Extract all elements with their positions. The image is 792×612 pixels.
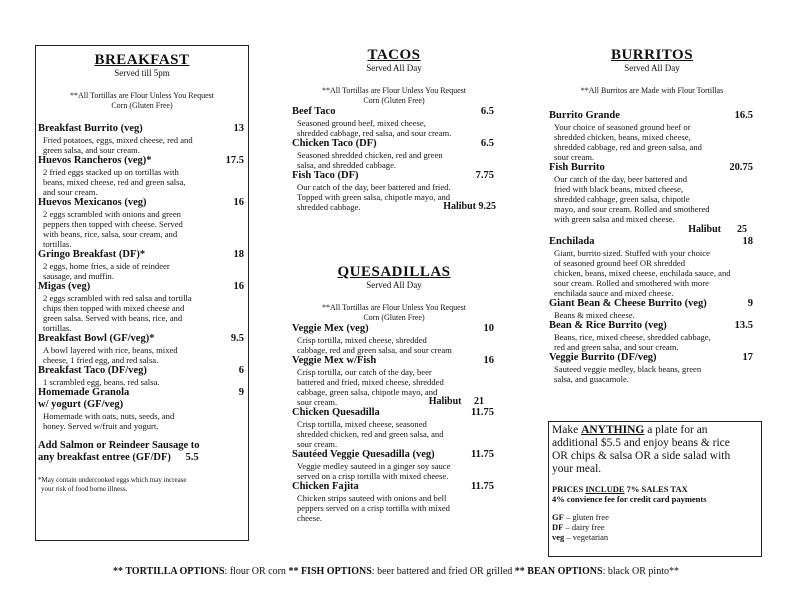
section-title: TACOS bbox=[367, 47, 421, 63]
item-price: 17 bbox=[742, 352, 753, 363]
item-description: shredded cabbage, red salsa, and sour cream. bbox=[297, 128, 452, 138]
item-description: tortillas. bbox=[43, 239, 72, 249]
item-name: Gringo Breakfast (DF)* bbox=[38, 249, 146, 260]
item-description: served on a crisp tortilla with mixed cheese. bbox=[297, 471, 449, 481]
item-description: with beans, rice, salsa, sour cream, and bbox=[43, 229, 178, 239]
legend-text: – gluten free bbox=[563, 512, 609, 522]
item-name: Bean & Rice Burrito (veg) bbox=[549, 320, 667, 331]
footer-text: : beer battered and fried OR grilled bbox=[371, 566, 515, 577]
tortilla-note: Corn (Gluten Free) bbox=[363, 96, 425, 105]
item-price: 18 bbox=[742, 236, 753, 247]
item-price: 11.75 bbox=[470, 481, 494, 492]
tax-include: INCLUDE bbox=[585, 484, 625, 494]
item-description: honey. Served w/fruit and yogurt. bbox=[43, 421, 159, 431]
item-name: Giant Bean & Cheese Burrito (veg) bbox=[549, 298, 707, 309]
menu-item bbox=[292, 106, 496, 118]
tax-text: PRICES bbox=[552, 484, 584, 494]
item-name: Fish Burrito bbox=[549, 162, 605, 173]
item-description: 2 fried eggs stacked up on tortillas with bbox=[43, 167, 179, 177]
item-name: Enchilada bbox=[549, 236, 595, 247]
item-description: 2 eggs scrambled with red salsa and tortilla bbox=[43, 293, 192, 303]
halibut-label: Halibut bbox=[688, 224, 721, 235]
item-price: 16.5 bbox=[734, 110, 753, 121]
item-description bbox=[292, 202, 496, 212]
halibut-value: 9.25 bbox=[478, 201, 496, 212]
item-description: tortillas. bbox=[43, 323, 72, 333]
tacos-section bbox=[292, 47, 496, 212]
item-description: Chicken strips sauteed with onions and bell bbox=[297, 493, 447, 503]
taco-items bbox=[292, 106, 496, 202]
item-description: battered and fried, mixed cheese, shredded bbox=[297, 377, 444, 387]
item-description: fried with black beans, mixed cheese, bbox=[554, 184, 684, 194]
item-description: 2 eggs scrambled with onions and green bbox=[43, 209, 181, 219]
item-price: 16 bbox=[233, 281, 244, 292]
legend-text: – dairy free bbox=[563, 522, 605, 532]
footnote: your risk of food borne illness. bbox=[41, 485, 128, 493]
item-name: Migas (veg) bbox=[38, 281, 91, 292]
item-description: Crisp tortilla, mixed cheese, shredded bbox=[297, 335, 427, 345]
menu-item bbox=[549, 352, 755, 364]
item-description: salsa, and guacamole. bbox=[554, 374, 629, 384]
addon-line bbox=[38, 452, 246, 464]
plate-make: Make bbox=[552, 424, 579, 436]
tortilla-note: **All Tortillas are Flour Unless You Request bbox=[70, 91, 214, 100]
item-description: A bowl layered with rice, beans, mixed bbox=[43, 345, 178, 355]
plate-offer: additional $5.5 and enjoy beans & rice bbox=[552, 437, 730, 449]
burrito-items-more bbox=[549, 236, 755, 384]
legend-row bbox=[552, 522, 758, 532]
item-price: 17.5 bbox=[225, 155, 244, 166]
plate-offer: OR chips & salsa OR a side salad with bbox=[552, 450, 731, 462]
item-description: beans, mixed cheese, red and green salsa, bbox=[43, 177, 186, 187]
quesadilla-items bbox=[292, 323, 496, 397]
menu-item bbox=[38, 281, 246, 293]
item-description: Fried potatoes, eggs, mixed cheese, red and bbox=[43, 135, 193, 145]
breakfast-items bbox=[38, 123, 246, 411]
item-name: Veggie Mex (veg) bbox=[292, 323, 369, 334]
item-name: Chicken Quesadilla bbox=[292, 407, 380, 418]
menu-item bbox=[292, 449, 496, 461]
legend-row bbox=[552, 512, 758, 522]
tortilla-note: Corn (Gluten Free) bbox=[363, 313, 425, 322]
item-price: 13 bbox=[233, 123, 244, 134]
item-description: enchilada sauce and mixed cheese. bbox=[554, 288, 674, 298]
section-title: BREAKFAST bbox=[94, 52, 190, 68]
item-name: Veggie Burrito (DF/veg) bbox=[549, 352, 657, 363]
item-description: 1 scrambled egg, beans, red salsa. bbox=[43, 377, 160, 387]
plate-rest: a plate for an bbox=[647, 424, 708, 436]
item-price: 9.5 bbox=[230, 333, 244, 344]
item-price: 20.75 bbox=[729, 162, 753, 173]
tortilla-note: Corn (Gluten Free) bbox=[111, 101, 173, 110]
legend-row bbox=[552, 532, 758, 542]
item-name: Homemade Granola bbox=[38, 387, 130, 398]
item-price: 6.5 bbox=[480, 138, 494, 149]
item-description: Topped with green salsa, chipotle mayo, and bbox=[297, 192, 451, 202]
halibut-price bbox=[549, 224, 755, 236]
section-subtitle: Served till 5pm bbox=[114, 68, 170, 78]
section-subtitle: Served All Day bbox=[366, 280, 422, 290]
item-price: 10 bbox=[483, 323, 494, 334]
item-name: Burrito Grande bbox=[549, 110, 620, 121]
item-description: Homemade with oats, nuts, seeds, and bbox=[43, 411, 175, 421]
item-description: green salsa, and sour cream. bbox=[43, 145, 140, 155]
footer-text: : flour OR corn bbox=[224, 566, 289, 577]
item-description: peppers served on a crisp tortilla with mixed bbox=[297, 503, 450, 513]
item-description: Crisp tortilla, mixed cheese, seasoned bbox=[297, 419, 427, 429]
halibut-price bbox=[429, 397, 484, 407]
item-price: 16 bbox=[483, 355, 494, 366]
item-price: 6.5 bbox=[480, 106, 494, 117]
item-price: 13.5 bbox=[734, 320, 753, 331]
footer-text: : black OR pinto** bbox=[602, 566, 679, 577]
item-name: Sautéed Veggie Quesadilla (veg) bbox=[292, 449, 435, 460]
desc-text: sour cream. bbox=[297, 397, 338, 407]
item-name: Chicken Taco (DF) bbox=[292, 138, 377, 149]
halibut-value: 21 bbox=[474, 396, 484, 407]
item-description: mayo, and sour cream. Rolled and smothered bbox=[554, 204, 710, 214]
menu-item bbox=[38, 387, 246, 399]
legend-code: veg bbox=[552, 532, 565, 542]
menu-item bbox=[38, 123, 246, 135]
item-description: cheese. bbox=[297, 513, 323, 523]
item-description: red and green salsa, and sour cream. bbox=[554, 342, 679, 352]
item-description: shredded cabbage, green salsa, chipotle bbox=[554, 194, 690, 204]
desc-text: shredded cabbage. bbox=[297, 202, 361, 212]
section-title: BURRITOS bbox=[610, 47, 694, 63]
item-description: shredded cabbage, red and green salsa, and bbox=[554, 142, 702, 152]
item-description: peppers then topped with cheese. Served bbox=[43, 219, 183, 229]
item-description: Sauteed veggie medley, black beans, green bbox=[554, 364, 702, 374]
item-price: 6 bbox=[238, 365, 244, 376]
item-description: Veggie medley sauteed in a ginger soy sauce bbox=[297, 461, 451, 471]
item-description: sour cream. bbox=[297, 439, 338, 449]
section-subtitle: Served All Day bbox=[624, 63, 680, 73]
item-description: chicken, beans, mixed cheese, enchilada sauce, and bbox=[554, 268, 731, 278]
sales-tax-note bbox=[552, 484, 758, 494]
menu-item bbox=[38, 249, 246, 261]
item-description: shredded chicken, red and green salsa, and bbox=[297, 429, 444, 439]
menu-item bbox=[38, 155, 246, 167]
plate-offer: your meal. bbox=[552, 463, 602, 475]
item-name: Breakfast Bowl (GF/veg)* bbox=[38, 333, 155, 344]
legend-code: DF bbox=[552, 522, 564, 532]
addon-text: any breakfast entree (GF/DF) bbox=[38, 452, 171, 463]
diet-legend bbox=[552, 512, 758, 542]
item-description: cheese, 1 fried egg, and red salsa. bbox=[43, 355, 159, 365]
addon-price: 5.5 bbox=[185, 452, 199, 463]
halibut-price bbox=[443, 202, 496, 212]
item-description: Beans & mixed cheese. bbox=[554, 310, 635, 320]
item-description: Giant, burrito sized. Stuffed with your choice bbox=[554, 248, 710, 258]
item-price: 7.75 bbox=[475, 170, 494, 181]
menu-item bbox=[292, 407, 496, 419]
addon-line: Add Salmon or Reindeer Sausage to bbox=[38, 440, 200, 451]
menu-item bbox=[292, 170, 496, 182]
tortilla-note: **All Tortillas are Flour Unless You Request bbox=[322, 86, 466, 95]
item-description: with green salsa and mixed cheese. bbox=[554, 214, 675, 224]
item-description: shredded chicken, beans, mixed cheese, bbox=[554, 132, 691, 142]
menu-item bbox=[549, 298, 755, 310]
item-price: 11.75 bbox=[470, 449, 494, 460]
menu-item bbox=[549, 320, 755, 332]
halibut-label: Halibut bbox=[443, 201, 476, 212]
halibut-value: 25 bbox=[737, 224, 747, 235]
item-price: 9 bbox=[238, 387, 244, 398]
burrito-items bbox=[549, 110, 755, 224]
menu-item bbox=[38, 197, 246, 209]
item-description: Our catch of the day, beer battered and bbox=[554, 174, 688, 184]
item-name: Breakfast Taco (DF/veg) bbox=[38, 365, 147, 376]
item-name: Fish Taco (DF) bbox=[292, 170, 359, 181]
item-description: 2 eggs, home fries, a side of reindeer bbox=[43, 261, 170, 271]
item-price: 11.75 bbox=[470, 407, 494, 418]
item-description: salsa, and shredded cabbage. bbox=[297, 160, 397, 170]
menu-item bbox=[292, 355, 496, 367]
tortilla-note: **All Tortillas are Flour Unless You Request bbox=[322, 303, 466, 312]
card-fee-note: 4% convience fee for credit card payments bbox=[552, 494, 707, 504]
tax-text: 7% SALES TAX bbox=[626, 484, 688, 494]
menu-item bbox=[292, 323, 496, 335]
menu-item bbox=[38, 333, 246, 345]
item-name: Chicken Fajita bbox=[292, 481, 359, 492]
quesadilla-items-more bbox=[292, 407, 496, 523]
legend-code: GF bbox=[552, 512, 564, 522]
item-name: Beef Taco bbox=[292, 106, 336, 117]
item-description: sour cream. Rolled and smothered with more bbox=[554, 278, 709, 288]
section-subtitle: Served All Day bbox=[366, 63, 422, 73]
item-name: Breakfast Burrito (veg) bbox=[38, 123, 143, 134]
burritos-section bbox=[549, 47, 755, 384]
item-description: Seasoned ground beef, mixed cheese, bbox=[297, 118, 426, 128]
item-name: Huevos Mexicanos (veg) bbox=[38, 197, 147, 208]
footer-label: ** BEAN OPTIONS bbox=[514, 566, 603, 577]
item-description: Crisp tortilla, our catch of the day, beer bbox=[297, 367, 432, 377]
legend-text: – vegetarian bbox=[564, 532, 609, 542]
plate-offer bbox=[552, 424, 758, 437]
menu-item bbox=[292, 481, 496, 493]
item-description: Your choice of seasoned ground beef or bbox=[554, 122, 691, 132]
footnote: *May contain undercooked eggs which may increase bbox=[38, 476, 187, 484]
tortilla-note: **All Burritos are Made with Flour Tortillas bbox=[580, 86, 724, 95]
item-description: sausage, and muffin. bbox=[43, 271, 114, 281]
item-description: Our catch of the day, beer battered and fried. bbox=[297, 182, 451, 192]
halibut-label: Halibut bbox=[428, 396, 462, 407]
item-description: chips then topped with mixed cheese and bbox=[43, 303, 185, 313]
item-description: Seasoned shredded chicken, red and green bbox=[297, 150, 443, 160]
footer-label: ** FISH OPTIONS bbox=[288, 566, 372, 577]
menu-item bbox=[292, 138, 496, 150]
item-description: Beans, rice, mixed cheese, shredded cabbage, bbox=[554, 332, 711, 342]
item-description bbox=[292, 397, 496, 407]
breakfast-section bbox=[35, 45, 249, 541]
item-description: and sour cream. bbox=[43, 187, 98, 197]
item-price: 16 bbox=[233, 197, 244, 208]
menu-item-subtitle: w/ yogurt (GF/veg) bbox=[38, 399, 124, 410]
item-description: cabbage, green salsa, chipotle mayo, and bbox=[297, 387, 438, 397]
section-title: QUESADILLAS bbox=[337, 264, 451, 280]
item-name: Veggie Mex w/Fish bbox=[292, 355, 377, 366]
menu-item bbox=[549, 110, 755, 122]
footer-label: ** TORTILLA OPTIONS bbox=[113, 566, 225, 577]
item-description: of seasoned ground beef OR shredded bbox=[554, 258, 686, 268]
item-price: 18 bbox=[233, 249, 244, 260]
options-footer bbox=[0, 566, 792, 577]
item-name: Huevos Rancheros (veg)* bbox=[38, 155, 152, 166]
item-description: cabbage, red and green salsa, and sour cream bbox=[297, 345, 452, 355]
item-description: sour cream. bbox=[554, 152, 595, 162]
menu-item bbox=[549, 236, 755, 248]
plate-anything: ANYTHING bbox=[581, 424, 645, 436]
item-price: 9 bbox=[747, 298, 753, 309]
menu-item bbox=[38, 365, 246, 377]
item-description: green salsa. Served with beans, rice, and bbox=[43, 313, 183, 323]
plate-info-box bbox=[548, 421, 762, 557]
quesadillas-section bbox=[292, 264, 496, 523]
menu-item bbox=[549, 162, 755, 174]
